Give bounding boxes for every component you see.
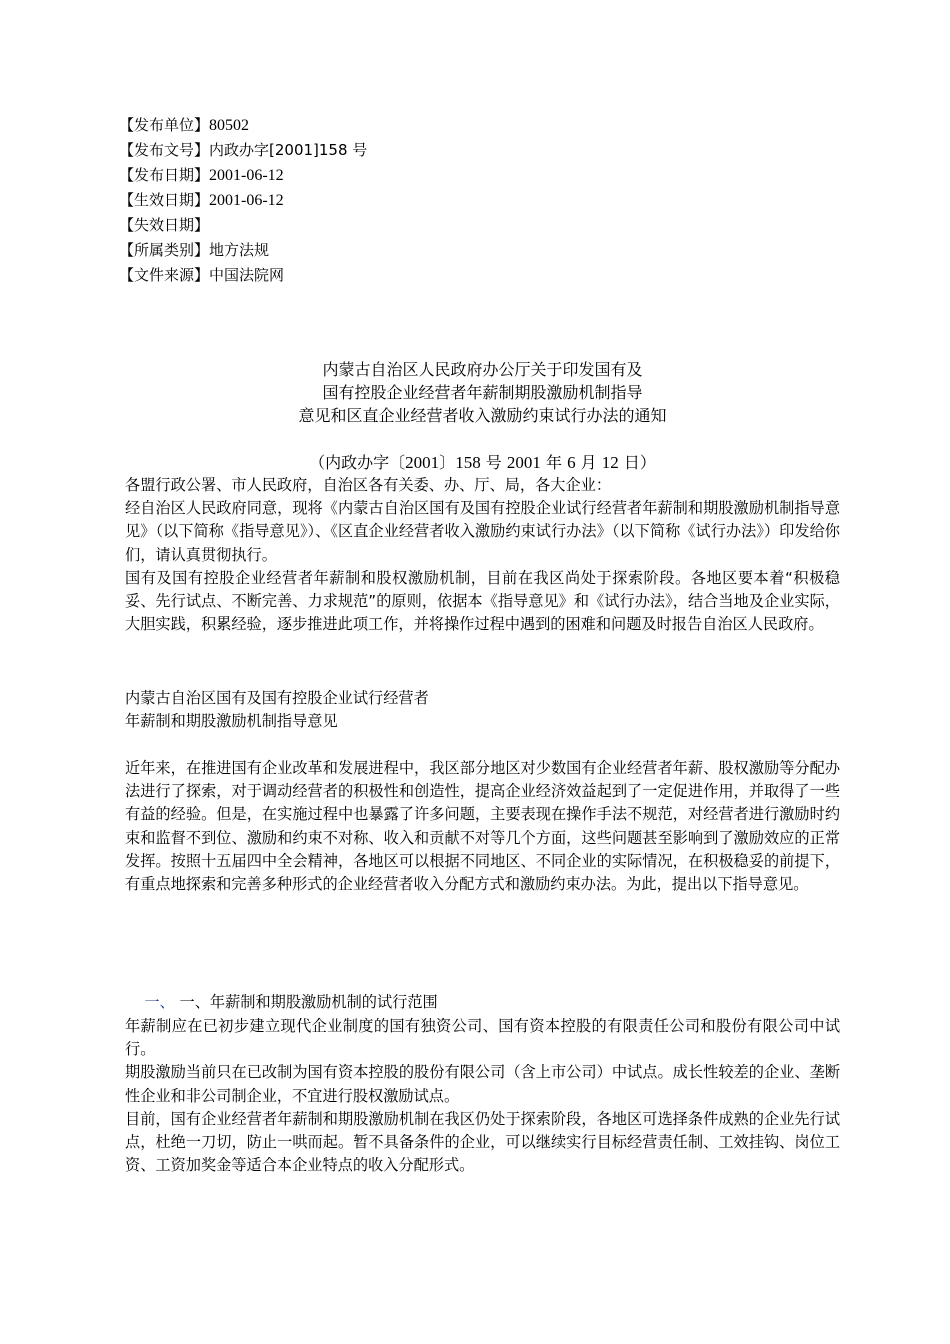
attachment-title-line-2: 年薪制和期股激励机制指导意见 bbox=[125, 712, 338, 731]
meta-label: 【发布单位】 bbox=[119, 116, 210, 134]
attachment-title-line-1: 内蒙古自治区国有及国有控股企业试行经营者 bbox=[125, 689, 429, 707]
preface-paragraph: 近年来，在推进国有企业改革和发展进程中，我区部分地区对少数国有企业经营者年薪、股权激励等分配办法进行了探索，对于调动经营者的积极性和创造性，提高企业经济效益起到了一定促进作用，并取得了一些有益的经验。但是，在实施过程中也暴露了许多问题，主要表现在操作手法不规范，对经营者进行激励时约束和监督不到位、激励和约束不对称、收入和贡献不对等几个方面，这些问题甚至影响到了激励效应的正常发挥。按照十五届四中全会精神，各地区可以根据不同地区、不同企业的实际情况，在积极稳妥的前提下，有重点地探索和完善多种形式的企业经营者收入分配方式和激励约束办法。为此，提出以下指导意见。 bbox=[125, 759, 840, 894]
meta-publisher bbox=[119, 113, 719, 138]
document-title bbox=[125, 358, 840, 427]
title-line-3: 意见和区直企业经营者收入激励约束试行办法的通知 bbox=[298, 406, 667, 425]
meta-publish-date bbox=[119, 163, 719, 188]
section-1-number: 一、 bbox=[144, 993, 175, 1011]
section-1-paragraph-3: 目前，国有企业经营者年薪制和期股激励机制在我区仍处于探索阶段，各地区可选择条件成熟的企业先行试点，杜绝一刀切，防止一哄而起。暂不具备条件的企业，可以继续实行目标经营责任制、工效挂钩、岗位工资、工资加奖金等适合本企业特点的收入分配形式。 bbox=[125, 1109, 840, 1175]
meta-category bbox=[119, 238, 719, 263]
meta-label: 【失效日期】 bbox=[119, 216, 210, 234]
meta-label: 【所属类别】 bbox=[119, 241, 210, 259]
addressee-line: 各盟行政公署、市人民政府，自治区各有关委、办、厅、局，各大企业： bbox=[125, 476, 611, 494]
document-number-line: （内政办字〔2001〕158 号 2001 年 6 月 12 日） bbox=[309, 453, 656, 472]
meta-label: 【文件来源】 bbox=[119, 266, 210, 284]
meta-label: 【生效日期】 bbox=[119, 191, 210, 209]
meta-label: 【发布文号】 bbox=[119, 141, 210, 159]
title-line-1: 内蒙古自治区人民政府办公厅关于印发国有及 bbox=[322, 360, 643, 379]
meta-doc-number bbox=[119, 138, 719, 163]
section-1-paragraph-2: 期股激励当前只在已改制为国有资本控股的股份有限公司（含上市公司）中试点。成长性较差的企业、垄断性企业和非公司制企业，不宜进行股权激励试点。 bbox=[125, 1063, 840, 1105]
meta-label: 【发布日期】 bbox=[119, 166, 210, 184]
intro-block bbox=[125, 474, 840, 636]
meta-value: 2001-06-12 bbox=[209, 167, 284, 184]
meta-effective-date bbox=[119, 188, 719, 213]
attachment-title bbox=[125, 687, 840, 733]
section-1-heading bbox=[125, 991, 840, 1014]
meta-value: 内政办字[2001]158 号 bbox=[209, 141, 368, 159]
title-line-2: 国有控股企业经营者年薪制期股激励机制指导 bbox=[322, 383, 643, 402]
meta-expiry-date bbox=[119, 213, 719, 238]
meta-source bbox=[119, 263, 719, 288]
meta-value: 中国法院网 bbox=[209, 266, 285, 284]
section-1-paragraph-1: 年薪制应在已初步建立现代企业制度的国有独资公司、国有资本控股的有限责任公司和股份有限公司中试行。 bbox=[125, 1017, 840, 1059]
section-1-heading-text: 一、年薪制和期股激励机制的试行范围 bbox=[174, 993, 438, 1011]
intro-paragraph-1: 经自治区人民政府同意，现将《内蒙古自治区国有及国有控股企业试行经营者年薪制和期股激励机制指导意见》（以下简称《指导意见》）、《区直企业经营者收入激励约束试行办法》（以下简称《试行办法》）印发给你们，请认真贯彻执行。 bbox=[125, 499, 840, 564]
intro-paragraph-2: 国有及国有控股企业经营者年薪制和股权激励机制，目前在我区尚处于探索阶段。各地区要本着“积极稳妥、先行试点、不断完善、力求规范”的原则，依据本《指导意见》和《试行办法》，结合当地及企业实际，大胆实践，积累经验，逐步推进此项工作，并将操作过程中遇到的困难和问题及时报告自治区人民政府。 bbox=[125, 568, 840, 634]
meta-value: 地方法规 bbox=[209, 241, 270, 259]
preface-block bbox=[125, 757, 840, 896]
metadata-block bbox=[119, 113, 719, 288]
meta-value: 80502 bbox=[209, 117, 250, 134]
meta-value: 2001-06-12 bbox=[209, 192, 284, 209]
section-1-body bbox=[125, 1015, 840, 1177]
